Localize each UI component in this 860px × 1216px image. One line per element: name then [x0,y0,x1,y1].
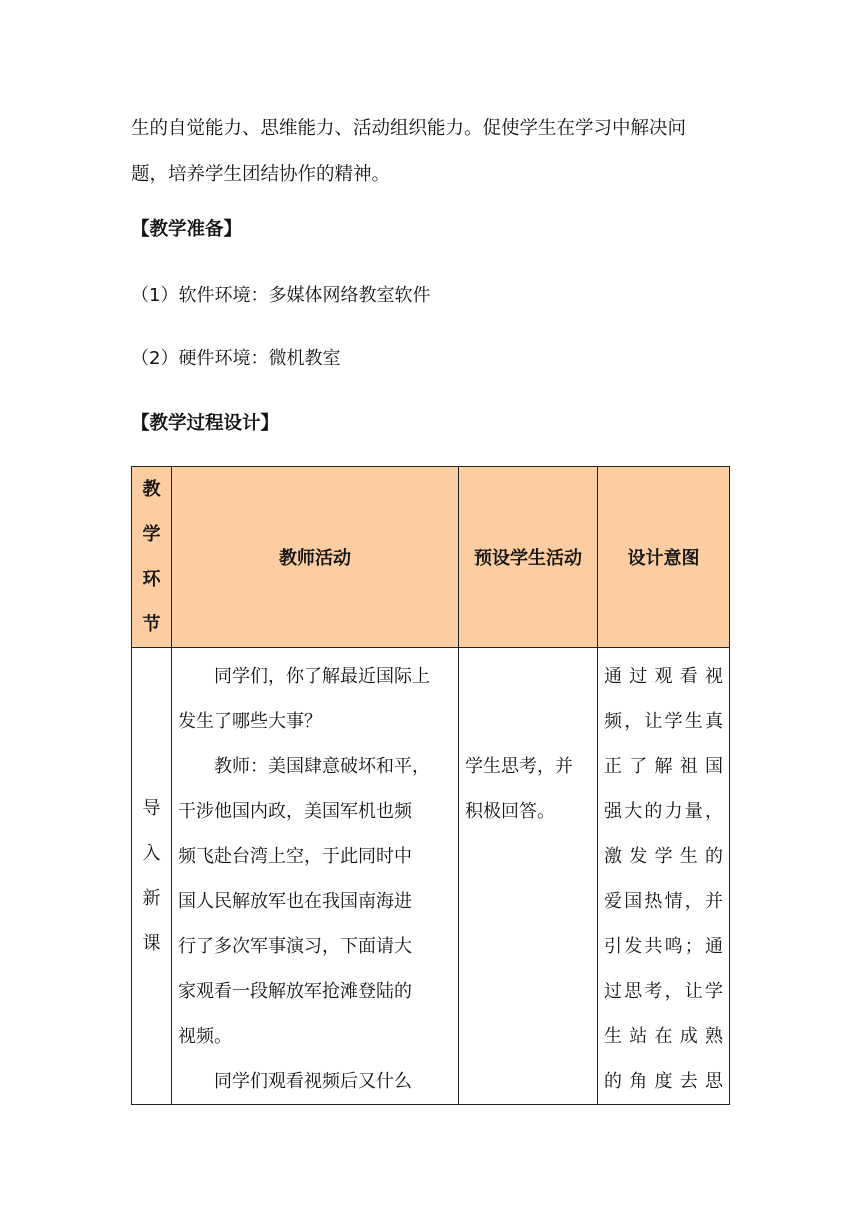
intro-paragraph [131,106,729,198]
cell-student-activity: 学生思考，并 积极回答。 [459,648,598,1105]
header-stage: 教 学 环 节 [132,467,172,648]
section-heading-process: 【教学过程设计】 [131,413,280,434]
prep-item: （1）软件环境：多媒体网络教室软件 [131,285,431,306]
section-heading-prep: 【教学准备】 [131,219,243,240]
header-teacher-activity: 教师活动 [172,467,459,648]
table-header-row [132,467,730,648]
cell-design-intent: 通过观看视 频，让学生真 正了解祖国 强大的力量， 激发学生的 爱国热情，并 引发共鸣；通 过思考，让学 生站在成熟 的角度去思 [598,648,730,1105]
intro-line: 题，培养学生团结协作的精神。 [131,164,391,185]
cell-teacher-activity: 同学们，你了解最近国际上 发生了哪些大事？ 教师：美国肆意破坏和平， 干涉他国内政，美国军机也频 频飞赴台湾上空，于此同时中 国人民解放军也在我国南海进 行了多次军事演习，下面请大 家观看一段解放军抢滩登陆的 视频。 同学们观看视频后又什么 [172,648,459,1105]
cell-stage: 导 入 新 课 [132,648,172,1105]
lesson-plan-table [131,466,730,1105]
table-row [132,648,730,1105]
prep-item: （2）硬件环境：微机教室 [131,348,341,369]
header-student-activity: 预设学生活动 [459,467,598,648]
header-design-intent: 设计意图 [598,467,730,648]
intro-line: 生的自觉能力、思维能力、活动组织能力。促使学生在学习中解决问 [131,118,687,139]
